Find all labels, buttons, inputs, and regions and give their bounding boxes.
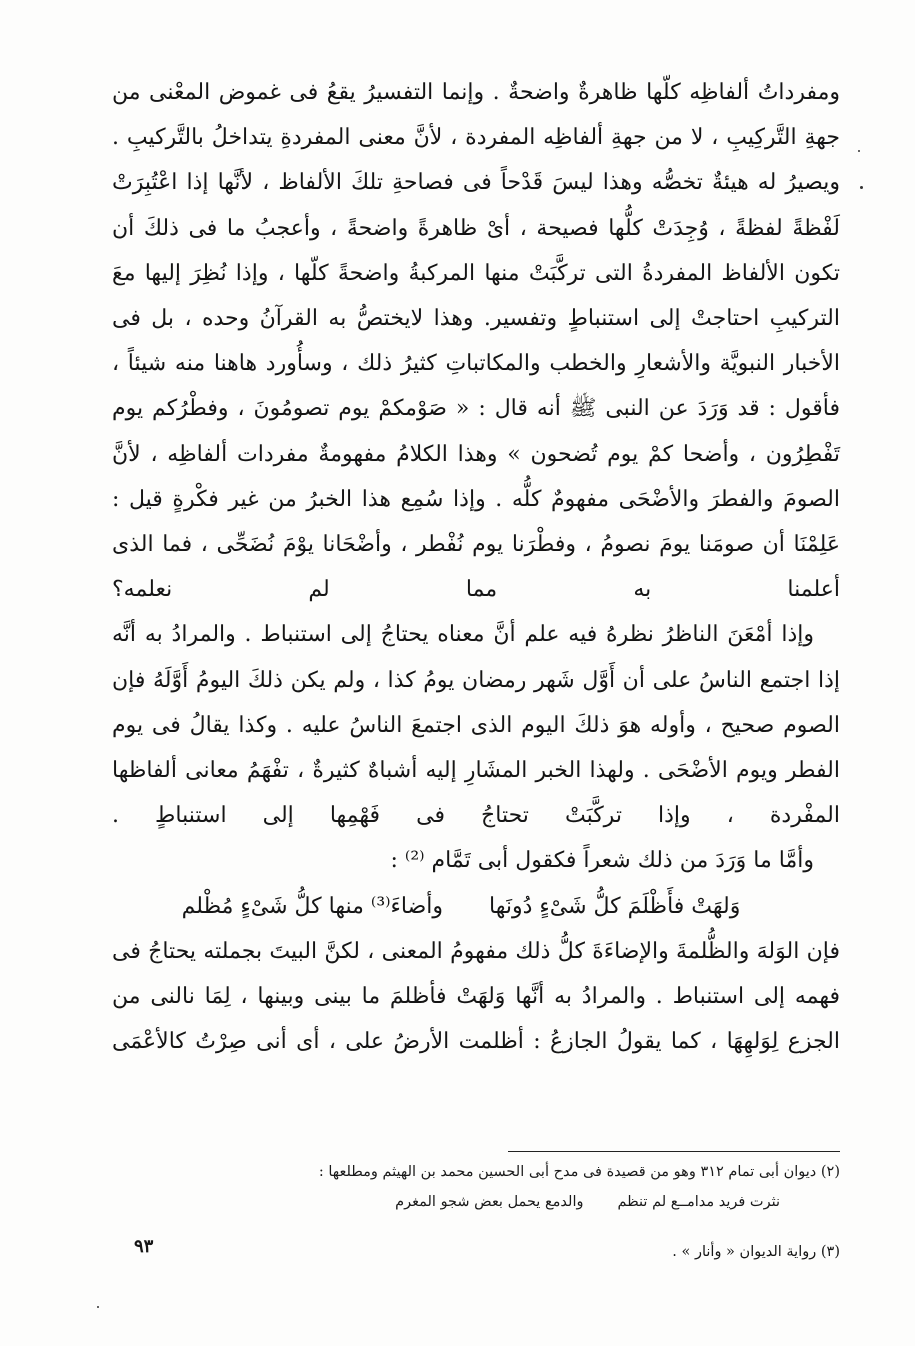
- verse-first-hemistich: وَلهَتْ فأَظْلَمَ كلُّ شَىْءٍ دُونَها: [489, 893, 741, 919]
- paragraph-4: وأمَّا ما وَرَدَ من ذلك شعراً فكقول أبى تَمَّام ⁽²⁾ :: [390, 848, 814, 874]
- footnote-verse-first-hemistich: نثرت فريد مدامــع لم تنظم: [617, 1194, 780, 1210]
- footnote-verse-second-hemistich: والدمع يحمل بعض شجو المغرم: [395, 1194, 584, 1210]
- footnote-2: (٢) ديوان أبى تمام ٣١٢ وهو من قصيدة فى مدح أبى الحسين محمد بن الهيثم ومطلعها :: [318, 1164, 840, 1180]
- paragraph-3: وإذا أمْعَنَ الناظرُ نظرهُ فيه علم أنَّ معناه يحتاجُ إلى استنباط . والمرادُ به أنَّه إذا اجتمع الناسُ على أن أَوَّل شَهر رمضان يومُ كذا ، ولم يكن ذلكَ اليومُ أَوَّلَهُ فإن الصوم صحيح ، وأوله هوَ ذلكَ اليوم الذى اجتمعَ الناسُ عليه . وكذا يقالُ فى يوم الفطر ويوم الأضْحَى . ولهذا الخبر المشَارِ إليه أشباهٌ كثيرةٌ ، تفْهَمُ معانى ألفاظها المفْردة ، وإذا تركَّبَتْ تحتاجُ فى فَهْمِها إلى استنباطٍ .: [112, 622, 840, 829]
- footnote-2-verse: [112, 1187, 840, 1217]
- scan-speck: [858, 150, 860, 152]
- footnote-divider: [508, 1151, 840, 1152]
- footnotes: [112, 1157, 840, 1217]
- poetry-verse: [112, 884, 840, 929]
- main-text: [112, 70, 840, 1064]
- paragraph-5: فإن الوَلهَ والظُّلمةَ والإضاءَةَ كلُّ ذلك مفهومُ المعنى ، لكنَّ البيتَ بجملته يحتاجُ فى فهمه إلى استنباط . والمرادُ به أنَّها وَلهَتْ فأظلمَ ما بينى وبينها ، لِمَا نالنى من الجزع لِوَلهِهَا ، كما يقولُ الجازعُ : أظلمت الأرضُ على ، أى أنى صِرْتُ كالأعْمَى: [112, 938, 840, 1055]
- paragraph-1: ومفرداتُ ألفاظِه كلّها ظاهرةٌ واضحةٌ . وإنما التفسيرُ يقعُ فى غموض المعْنى من جهةِ التَّركِيبِ ، لا من جهةِ ألفاظِه المفردة ، لأنَّ معنى المفردةِ يتداخلُ بالتَّركيبِ . ويصيرُ له هيئةٌ تخصُّه وهذا ليسَ قَدْحاً فى فصاحةِ تلكَ الألفاظ ، لأنَّها إذا اعْتُبِرَتْ لَفْظةً لفظةً ، وُجِدَتْ كلُّها فصيحة ، أىْ ظاهرةً واضحةً ، وأعجبُ ما فى ذلكَ أن تكون الألفاظ المفردةُ التى تركَّبَتْ منها المركبةُ واضحةً كلّها ، وإذا نُظِرَ إليها معَ التركيبِ احتاجتْ إلى استنباطٍ وتفسير. وهذا لايختصُّ به القرآنُ وحده ، بل فى الأخبار النبويَّة والأشعارِ والخطب والمكاتباتِ كثيرُ ذلك ، وسأُورد هاهنا منه شيئاً ،: [112, 80, 841, 377]
- paragraph-2: فأقول : قد وَرَدَ عن النبى ﷺ أنه قال : « صَوْمكمْ يوم تصومُونَ ، وفطْرُكم يوم تَفْطِرُون ، وأضحا كمْ يوم تُضحون » وهذا الكلامُ مفهومةٌ مفردات ألفاظِه ، لأنَّ الصومَ والفطرَ والأضْحَى مفهومٌ كلُّه . وإذا سُمِع هذا الخبرُ من غير فكْرةٍ قيل : عَلِمْنَا أن صومَنا يومَ نصومُ ، وفطْرَنا يوم نُفْطر ، وأضْحَانا يوْمَ نُضَحِّى ، فما الذى أعلمنا به مما لم نعلمه؟: [112, 396, 840, 603]
- verse-second-hemistich: وأضاءَ⁽³⁾ منها كلُّ شَىْءٍ مُظْلم: [181, 893, 444, 919]
- scan-speck: [97, 1306, 99, 1308]
- page-number: ٩٣: [134, 1236, 154, 1257]
- scan-speck: [860, 186, 863, 189]
- footnote-3: (٣) رواية الديوان « وأنار » .: [672, 1244, 840, 1260]
